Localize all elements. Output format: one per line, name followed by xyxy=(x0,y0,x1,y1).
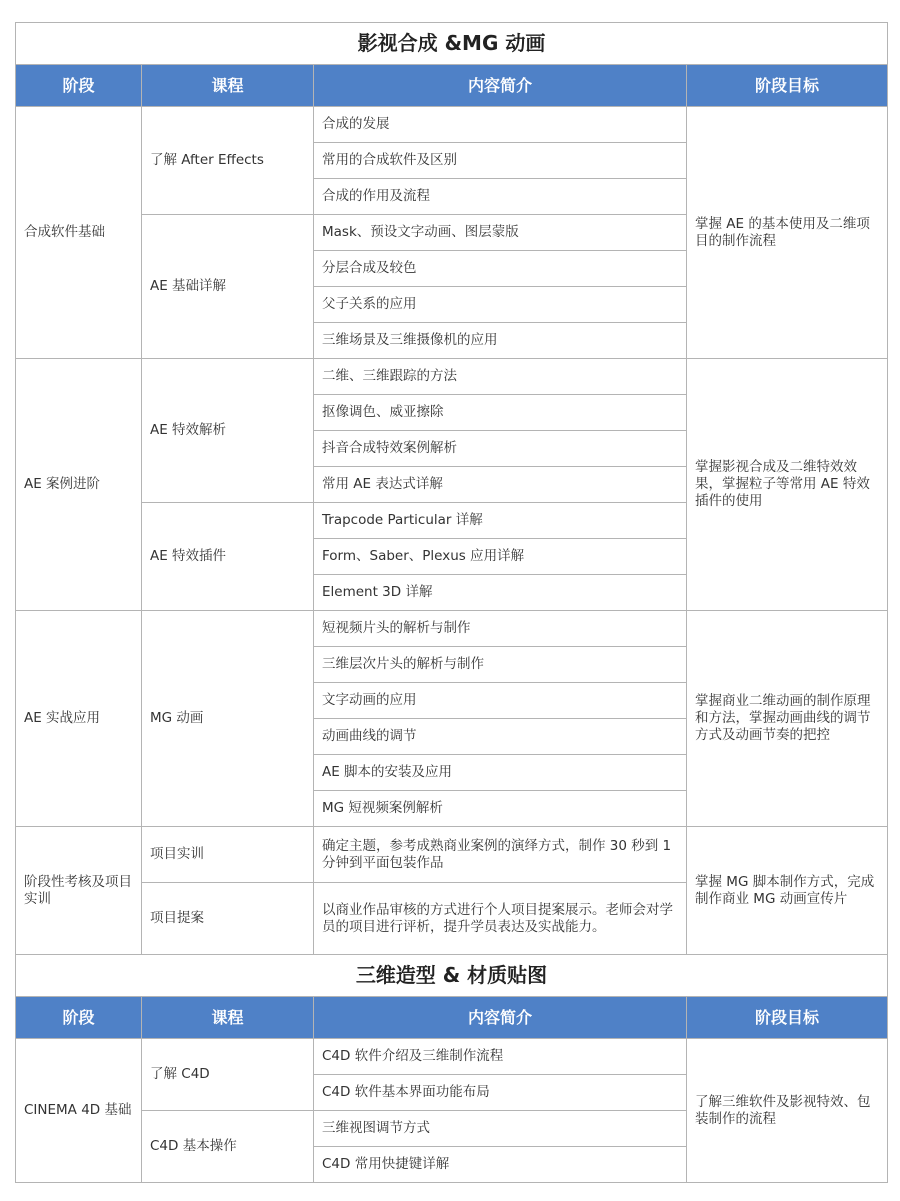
content-item: 文字动画的应用 xyxy=(314,683,687,719)
content-item: 分层合成及较色 xyxy=(314,251,687,287)
content-item: 短视频片头的解析与制作 xyxy=(314,611,687,647)
header-row xyxy=(16,65,888,107)
course-name: AE 特效解析 xyxy=(142,359,314,503)
table-row xyxy=(16,107,888,143)
content-item: 合成的作用及流程 xyxy=(314,179,687,215)
section-title: 三维造型 & 材质贴图 xyxy=(16,955,888,997)
curriculum-table xyxy=(15,22,888,1183)
stage-name: AE 案例进阶 xyxy=(16,359,142,611)
header-content: 内容简介 xyxy=(314,997,687,1039)
content-item: AE 脚本的安装及应用 xyxy=(314,755,687,791)
table-row xyxy=(16,827,888,883)
header-course: 课程 xyxy=(142,65,314,107)
content-item: 常用的合成软件及区别 xyxy=(314,143,687,179)
header-stage: 阶段 xyxy=(16,65,142,107)
content-item: Trapcode Particular 详解 xyxy=(314,503,687,539)
content-item: 抖音合成特效案例解析 xyxy=(314,431,687,467)
content-item: 二维、三维跟踪的方法 xyxy=(314,359,687,395)
header-row xyxy=(16,997,888,1039)
course-name: 项目实训 xyxy=(142,827,314,883)
course-name: 了解 After Effects xyxy=(142,107,314,215)
stage-goal: 掌握 AE 的基本使用及二维项目的制作流程 xyxy=(687,107,888,359)
course-name: 项目提案 xyxy=(142,883,314,955)
course-name: AE 特效插件 xyxy=(142,503,314,611)
content-item: 以商业作品审核的方式进行个人项目提案展示。老师会对学员的项目进行评析，提升学员表达及实战能力。 xyxy=(314,883,687,955)
course-name: 了解 C4D xyxy=(142,1039,314,1111)
content-item: 确定主题，参考成熟商业案例的演绎方式，制作 30 秒到 1 分钟到平面包装作品 xyxy=(314,827,687,883)
section-title-row xyxy=(16,955,888,997)
content-item: 常用 AE 表达式详解 xyxy=(314,467,687,503)
header-content: 内容简介 xyxy=(314,65,687,107)
stage-name: 阶段性考核及项目实训 xyxy=(16,827,142,955)
stage-goal: 掌握 MG 脚本制作方式，完成制作商业 MG 动画宣传片 xyxy=(687,827,888,955)
content-item: 抠像调色、威亚擦除 xyxy=(314,395,687,431)
course-sheet xyxy=(15,22,887,1183)
stage-name: 合成软件基础 xyxy=(16,107,142,359)
content-item: MG 短视频案例解析 xyxy=(314,791,687,827)
table-row xyxy=(16,611,888,647)
content-item: 合成的发展 xyxy=(314,107,687,143)
header-course: 课程 xyxy=(142,997,314,1039)
table-row xyxy=(16,1039,888,1075)
content-item: Mask、预设文字动画、图层蒙版 xyxy=(314,215,687,251)
header-goal: 阶段目标 xyxy=(687,65,888,107)
stage-name: AE 实战应用 xyxy=(16,611,142,827)
stage-goal: 掌握商业二维动画的制作原理和方法，掌握动画曲线的调节方式及动画节奏的把控 xyxy=(687,611,888,827)
course-name: MG 动画 xyxy=(142,611,314,827)
content-item: Form、Saber、Plexus 应用详解 xyxy=(314,539,687,575)
content-item: 三维场景及三维摄像机的应用 xyxy=(314,323,687,359)
stage-name: CINEMA 4D 基础 xyxy=(16,1039,142,1183)
section-title: 影视合成 &MG 动画 xyxy=(16,23,888,65)
stage-goal: 了解三维软件及影视特效、包装制作的流程 xyxy=(687,1039,888,1183)
stage-goal: 掌握影视合成及二维特效效果，掌握粒子等常用 AE 特效插件的使用 xyxy=(687,359,888,611)
content-item: C4D 软件基本界面功能布局 xyxy=(314,1075,687,1111)
course-name: C4D 基本操作 xyxy=(142,1111,314,1183)
content-item: 父子关系的应用 xyxy=(314,287,687,323)
content-item: C4D 常用快捷键详解 xyxy=(314,1147,687,1183)
section-title-row xyxy=(16,23,888,65)
content-item: Element 3D 详解 xyxy=(314,575,687,611)
content-item: 动画曲线的调节 xyxy=(314,719,687,755)
header-stage: 阶段 xyxy=(16,997,142,1039)
content-item: 三维层次片头的解析与制作 xyxy=(314,647,687,683)
table-row xyxy=(16,359,888,395)
content-item: C4D 软件介绍及三维制作流程 xyxy=(314,1039,687,1075)
header-goal: 阶段目标 xyxy=(687,997,888,1039)
course-name: AE 基础详解 xyxy=(142,215,314,359)
content-item: 三维视图调节方式 xyxy=(314,1111,687,1147)
